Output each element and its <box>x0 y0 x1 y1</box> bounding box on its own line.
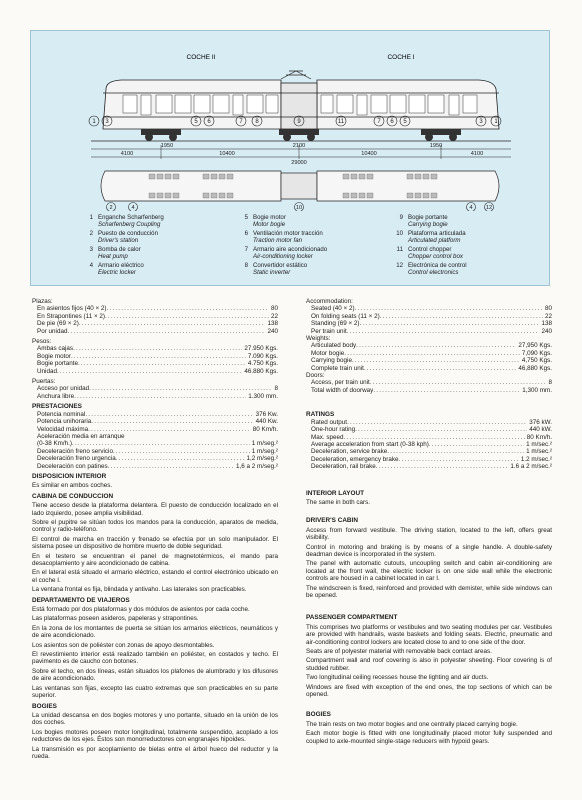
puertas-title: Puertas: <box>32 378 56 386</box>
dim-10400-right: 10400 <box>361 151 377 157</box>
spec-row: Average acceleration from start (0-38 kph) ..... 1 m/sec.² <box>306 441 552 448</box>
spec-row: One-hour rating ..... 440 kW. <box>306 426 552 433</box>
paragraph: Está formado por dos plataformas y dos módulos de asientos por cada coche. <box>32 606 250 614</box>
pantograph <box>281 71 311 79</box>
spec-row: On folding seats (11 × 2) ..... 22 <box>306 313 552 320</box>
spec-row: Motor bogie ..... 7,090 Kgs. <box>306 350 552 357</box>
dim-29000: 29000 <box>291 160 307 166</box>
paragraph: En el testero se encuentran el panel de magnetotérmicos, el mando para desacoplamiento y aire acondicionado de cabina. <box>32 552 278 567</box>
callout-9: 9 <box>297 119 301 125</box>
paragraph: Seats are of polyester material with removable back contact areas. <box>306 648 492 656</box>
spanish-spec-column <box>32 298 278 760</box>
spec-row: En Strapontines (11 × 2) ..... 22 <box>32 313 278 320</box>
callout-7b: 7 <box>377 119 381 125</box>
paragraph: En la zona de los montantes de puerta se sitúan los armarios eléctricos, neumáticos y de aire acondicionado. <box>32 624 278 640</box>
paragraph: Los bogies motores poseen motor longitudinal, totalmente suspendido, acoplado a los reductores de los ejes. Éstos son monorreductores con engranajes hipoides. <box>32 728 278 744</box>
callout-1b: 1 <box>494 119 498 125</box>
spec-row: Deceleración con patines ..... 1,6 a 2 m/seg.² <box>32 463 278 470</box>
spec-row: Deceleración freno urgencia ..... 1,2 m/seg.² <box>32 455 278 462</box>
paragraph: Control in motoring and braking is by means of a single handle. A double-safety deadman device is incorporated in the system. <box>306 543 552 558</box>
cabina-heading: CABINA DE CONDUCCION <box>32 492 114 500</box>
dim-2100: 2100 <box>292 143 306 149</box>
spec-row: Max. speed ..... 80 Km/h. <box>306 434 552 441</box>
paragraph: This comprises two platforms or vestibules and two seating modules per car. Vestibules are provided with handrails, waste baskets and folding seats. Electric, pneumatic and air-conditioning control lockers are located close to and to one side of the door. <box>306 623 552 646</box>
pesos-title: Pesos: <box>32 338 52 346</box>
spec-row: Total width of doorway ..... 1,300 mm. <box>306 387 552 394</box>
spec-row: Ambas cajas ..... 27.950 Kgs. <box>32 345 278 352</box>
dim-10400-left: 10400 <box>219 151 235 157</box>
paragraph: Tiene acceso desde la plataforma delantera. El puesto de conducción localizado en el lado izquierdo, posee amplia visibilidad. <box>32 502 278 517</box>
callout-10: 10 <box>295 205 303 211</box>
paragraph: El control de marcha en tracción y frenado se efectúa por un solo manipulador. El sistema posee un dispositivo de hombre muerto de doble seguridad. <box>32 535 278 551</box>
spec-row: (0-38 Km/h.) ..... 1 m/seg.² <box>32 440 278 447</box>
drivers-cabin-heading: DRIVER'S CABIN <box>306 517 358 525</box>
callout-4: 4 <box>131 205 135 211</box>
spec-row: Unidad ..... 46.880 Kgs. <box>32 368 278 375</box>
callout-4b: 4 <box>469 205 473 211</box>
viajeros-heading: DEPARTAMENTO DE VIAJEROS <box>32 596 130 604</box>
dim-1950-left: 1950 <box>160 143 174 149</box>
paragraph: Sobre el pupitre se sitúan todos los mandos para la conducción, aparatos de medida, control y radio-teléfono. <box>32 518 278 534</box>
paragraph: Es similar en ambos coches. <box>32 482 113 490</box>
paragraph: Each motor bogie is fitted with one longitudinally placed motor fully suspended and coupled to axle-mounted single-stage reducers with hypoid gears. <box>306 730 552 745</box>
spec-row: Deceleration, emergency brake ..... 1.2 m/sec.² <box>306 456 552 463</box>
callout-11: 11 <box>337 119 345 125</box>
bogies-heading-en: BOGIES <box>306 711 331 719</box>
spec-row: Seated (40 × 2) ..... 80 <box>306 305 552 312</box>
paragraph: The windscreen is fixed, reinforced and provided with demister, while side windows can be opened. <box>306 584 552 599</box>
spec-row: Deceleration, service brake ..... 1 m/sec.² <box>306 448 552 455</box>
paragraph: Las ventanas son fijas, excepto las cuatro extremas que son practicables en su parte superior. <box>32 684 278 700</box>
english-spec-column <box>306 298 552 745</box>
callout-5: 5 <box>194 119 198 125</box>
prestaciones-heading: PRESTACIONES <box>32 403 82 411</box>
bogies <box>141 129 461 141</box>
spec-row: Deceleración freno servicio ..... 1 m/seg.² <box>32 448 278 455</box>
callout-3b: 3 <box>479 119 483 125</box>
callout-6b: 6 <box>390 119 394 125</box>
interior-layout-heading: INTERIOR LAYOUT <box>306 489 364 497</box>
spec-row: Articulated body ..... 27,950 Kgs. <box>306 342 552 349</box>
weights-title: Weights: <box>306 335 331 343</box>
spec-row: Bogie motor ..... 7.090 Kgs. <box>32 353 278 360</box>
dim-4100-left: 4100 <box>120 151 134 157</box>
spec-row: Per train unit ..... 240 <box>306 328 552 335</box>
spec-row: De pie (69 × 2) ..... 138 <box>32 320 278 327</box>
passenger-compartment-heading: PASSENGER COMPARTMENT <box>306 614 398 622</box>
spec-row: En asientos fijos (40 × 2) ..... 80 <box>32 305 278 312</box>
spec-row: Anchura libre ..... 1.300 mm. <box>32 393 278 400</box>
spec-row: Rated output ..... 376 kW. <box>306 419 552 426</box>
paragraph: The train rests on two motor bogies and one centrally placed carrying bogie. <box>306 720 518 728</box>
callout-2: 2 <box>109 205 113 211</box>
paragraph: The panel with automatic cutouts, uncoupling switch and cabin air-conditioning are located at the front wall, the electric locker is on one side wall while the electronic controls are housed in a cabinet located in car I. <box>306 560 552 583</box>
spec-row: Access, per train unit ..... 8 <box>306 379 552 386</box>
coach-1-label: COCHE I <box>387 54 415 61</box>
paragraph: En el lateral está situado el armario eléctrico, estando el control electrónico ubicado en el coche I. <box>32 569 278 584</box>
paragraph: La unidad descansa en dos bogies motores y uno portante, situado en la unión de los dos coches. <box>32 711 278 727</box>
spec-row: Carrying bogie ..... 4,750 Kgs. <box>306 357 552 364</box>
paragraph: La transmisión es por acoplamiento de bielas entre el árbol hueco del reductor y la rueda. <box>32 745 278 760</box>
dim-1950-right: 1950 <box>429 143 443 149</box>
spec-row: Deceleration, rail brake ..... 1.6 a 2 m/sec.² <box>306 463 552 470</box>
paragraph: La ventana frontal es fija, blindada y antivaho. Las laterales son practicables. <box>32 586 247 594</box>
spec-row: Complete train unit ..... 46,880 Kgs. <box>306 365 552 372</box>
callout-3: 3 <box>105 119 109 125</box>
callout-1: 1 <box>92 119 96 125</box>
paragraph: Los asientos son de poliéster con zonas de apoyo desmontables. <box>32 641 215 649</box>
spec-row: Velocidad máxima ..... 80 Km/h. <box>32 426 278 433</box>
callout-8: 8 <box>255 119 259 125</box>
disposicion-heading: DISPOSICION INTERIOR <box>32 472 107 480</box>
spec-row: Standing (69 × 2) ..... 138 <box>306 320 552 327</box>
doors-title: Doors: <box>306 372 325 380</box>
callout-5b: 5 <box>403 119 407 125</box>
accommodation-title: Accommodation: <box>306 298 353 305</box>
technical-drawing-panel: COCHE II COCHE I 1 3 5 6 7 8 9 11 7 6 5 3 1 1950 1950 4100 4100 10400 10400 2100 29000 2 4 10 4 12 1 Enganche Scharfenberg Scharfenberg Coupling 2 Puesto de conducción Driver's station 3 Bomba de calor Heat pump 4 Armario eléctrico Electric locker 5 Bogie motor Motor bogie 6 Ventilación motor tracción Traction motor fan 7 Armario aire acondicionado Air-conditioning locker 8 Convertidor estático Static inverter 9 Bogie portante Carrying bogie 10 Plataforma articulada Articulated platform 11 Control chopper Chopper control box 12 Electrónica de control Control electronics <box>30 30 550 286</box>
paragraph: Compartment wall and roof covering is also in polyester sheeting. Floor covering is of studded rubber. <box>306 657 552 672</box>
coach-2-label: COCHE II <box>186 54 216 61</box>
plazas-title: Plazas: <box>32 298 53 305</box>
spec-row: Por unidad ..... 240 <box>32 328 278 335</box>
paragraph: Windows are fixed with exception of the end ones, the top sections of which can be opened. <box>306 683 552 699</box>
paragraph: Las plataformas poseen asideros, papeleras y strapontines. <box>32 615 199 623</box>
ratings-heading: RATINGS <box>306 411 335 419</box>
callout-6: 6 <box>207 119 211 125</box>
spec-row: Potencia nominal ..... 376 Kw. <box>32 411 278 418</box>
dim-4100-right: 4100 <box>470 151 484 157</box>
callout-7: 7 <box>239 119 243 125</box>
paragraph: Sobre el techo, en dos líneas, están situados los plafones de alumbrado y los difusores de aire acondicionado. <box>32 667 278 683</box>
spec-row: Aceleración media en arranque <box>37 432 125 440</box>
paragraph: Access from forward vestibule. The driving station, located to the left, offers great visibility. <box>306 526 552 542</box>
paragraph: Two longitudinal ceiling recesses house the lighting and air ducts. <box>306 674 489 682</box>
spec-row: Bogie portante ..... 4.750 Kgs. <box>32 360 278 367</box>
callout-12: 12 <box>485 205 493 211</box>
spec-row: Potencia unihoraria ..... 440 Kw. <box>32 418 278 425</box>
train-elevation-and-plan-drawing <box>31 31 549 211</box>
spec-row: Acceso por unidad ..... 8 <box>32 385 278 392</box>
paragraph: El revestimiento interior está realizado también en poliéster, en costados y techo. El pavimento es de caucho con botones. <box>32 651 278 666</box>
bogies-heading-es: BOGIES <box>32 702 57 710</box>
paragraph: The same in both cars. <box>306 498 371 506</box>
